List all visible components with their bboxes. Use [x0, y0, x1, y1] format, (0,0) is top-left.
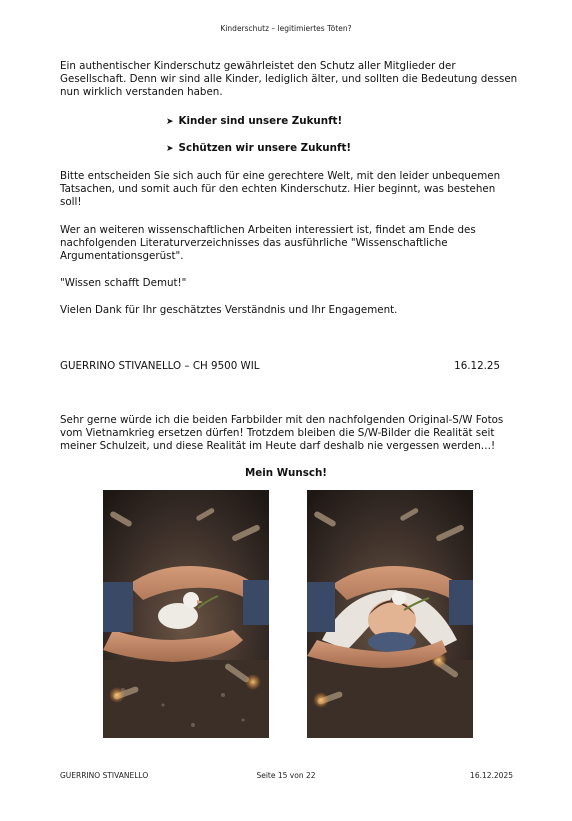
paragraph-thanks: Vielen Dank für Ihr geschätztes Verständnis und Ihr Engagement.	[60, 304, 398, 316]
footer-center: Seite 15 von 22	[256, 771, 316, 780]
bullet-text: Schützen wir unsere Zukunft!	[178, 142, 352, 154]
paragraph-scientific: Wer an weiteren wissenschaftlichen Arbeiten interessiert ist, findet am Ende des nachfolgenden Literaturverzeichnisses das ausführliche "Wissenschaftliche Argumentationsgerüst".	[60, 224, 476, 262]
hands-sheltering-child-dove-icon	[307, 490, 473, 738]
paragraph-intro: Ein authentischer Kinderschutz gewährleistet den Schutz aller Mitglieder der Gesellschaft. Denn wir sind alle Kinder, lediglich älter, und sollten die Bedeutung dessen nun wirklich verstanden haben.	[60, 60, 518, 98]
bullet-future	[166, 115, 342, 127]
photo-hands-child-dove	[307, 490, 473, 738]
bullet-protect	[166, 142, 351, 154]
signature-date: 16.12.25	[454, 360, 500, 372]
paragraph-wish-intro: Sehr gerne würde ich die beiden Farbbilder mit den nachfolgenden Original-S/W Fotos vom Vietnamkrieg ersetzen dürfen! Trotzdem bleiben die S/W-Bilder die Realität seit meiner Schulzeit, und diese Realität im Heute darf deshalb nie vergessen werden…!	[60, 414, 504, 452]
footer-left: GUERRINO STIVANELLO	[60, 771, 149, 780]
signature-name: GUERRINO STIVANELLO – CH 9500 WIL	[60, 360, 260, 372]
hands-sheltering-dove-icon	[103, 490, 269, 738]
bullet-text: Kinder sind unsere Zukunft!	[178, 115, 343, 127]
paragraph-quote: "Wissen schafft Demut!"	[60, 277, 187, 289]
footer-right: 16.12.2025	[470, 771, 513, 780]
page-header: Kinderschutz – legitimiertes Töten?	[220, 24, 352, 33]
arrow-bullet-icon: ➤	[166, 117, 174, 127]
signature-row	[60, 360, 500, 372]
arrow-bullet-icon: ➤	[166, 144, 174, 154]
paragraph-decide: Bitte entscheiden Sie sich auch für eine gerechtere Welt, mit den leider unbequemen Tatsachen, und somit auch für den echten Kinderschutz. Hier beginnt, was bestehen soll!	[60, 170, 501, 208]
wish-heading: Mein Wunsch!	[245, 467, 327, 479]
photo-hands-dove	[103, 490, 269, 738]
